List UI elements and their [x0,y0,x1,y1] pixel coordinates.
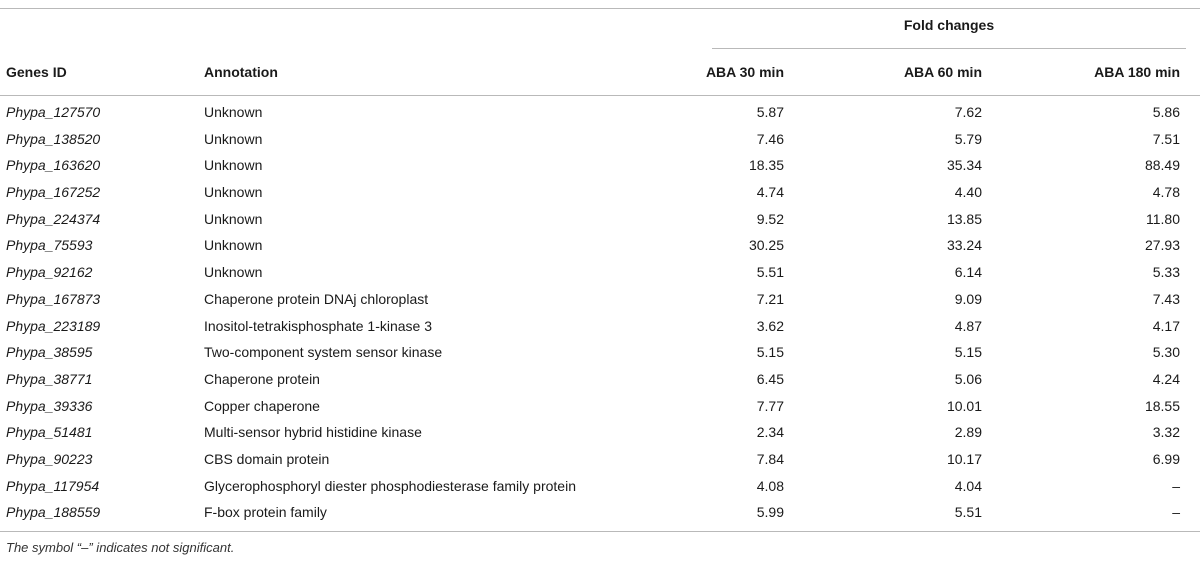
gene-id-cell: Phypa_38595 [6,344,93,361]
annotation-cell: Multi-sensor hybrid histidine kinase [204,424,422,441]
gene-id-cell: Phypa_51481 [6,424,93,441]
aba-30-cell: 18.35 [748,157,784,174]
gene-id-cell: Phypa_127570 [6,104,101,120]
annotation-cell: Chaperone protein [204,370,320,387]
aba-60-cell: 4.87 [954,317,982,334]
aba-180-cell: 88.49 [1144,157,1180,174]
table-row [0,474,1200,501]
aba-30-cell: 30.25 [748,237,784,254]
aba-30-cell: 7.84 [756,450,784,467]
annotation-cell: Two-component system sensor kinase [204,344,443,361]
gene-id-cell: Phypa_117954 [6,477,100,494]
aba-30-cell: 4.08 [756,477,784,494]
aba-60-cell: 5.06 [954,370,982,387]
group-header-rule [712,48,1186,49]
table-row [0,340,1200,367]
aba-180-cell: 3.32 [1152,424,1180,441]
table-row [0,420,1200,447]
table-top-rule [0,8,1200,9]
table-row [0,367,1200,394]
column-header-aba-180: ABA 180 min [1094,64,1180,80]
gene-id-cell: Phypa_223189 [6,317,101,334]
aba-60-cell: 5.15 [954,344,982,361]
gene-id-cell: Phypa_75593 [6,237,93,254]
table-row [0,207,1200,234]
aba-60-cell: 5.79 [954,130,982,147]
aba-180-cell: 27.93 [1144,237,1180,254]
aba-60-cell: 2.89 [954,424,982,441]
aba-60-cell: 4.04 [954,477,982,494]
aba-30-cell: 6.45 [756,370,784,387]
annotation-cell: Copper chaperone [204,397,320,414]
group-header-fold-changes: Fold changes [903,17,995,33]
table-body [0,100,1200,527]
aba-30-cell: 5.87 [756,104,784,120]
aba-60-cell: 10.17 [946,450,982,467]
annotation-cell: F-box protein family [204,504,327,521]
gene-id-cell: Phypa_224374 [6,210,101,227]
header-rule [0,95,1200,96]
annotation-cell: CBS domain protein [204,450,330,467]
aba-60-cell: 7.62 [954,104,982,120]
table-row [0,180,1200,207]
table-row [0,447,1200,474]
aba-180-cell: 5.30 [1152,344,1180,361]
aba-180-cell: 7.43 [1152,290,1180,307]
aba-30-cell: 2.34 [756,424,784,441]
column-header-aba-30: ABA 30 min [705,64,784,80]
column-header-annotation: Annotation [204,64,278,80]
gene-id-cell: Phypa_38771 [6,370,93,387]
table-row [0,127,1200,154]
gene-id-cell: Phypa_167873 [6,290,101,307]
annotation-cell: Unknown [204,264,263,281]
table-row [0,100,1200,127]
aba-60-cell: 35.34 [946,157,982,174]
gene-id-cell: Phypa_167252 [6,184,101,201]
annotation-cell: Unknown [204,237,263,254]
annotation-cell: Unknown [204,130,263,147]
table-row [0,314,1200,341]
aba-60-cell: 10.01 [946,397,982,414]
table-row [0,260,1200,287]
aba-180-cell: 18.55 [1144,397,1180,414]
aba-180-cell: 4.17 [1152,317,1180,334]
table-row [0,394,1200,421]
aba-60-cell: 9.09 [954,290,982,307]
aba-30-cell: 3.62 [756,317,784,334]
annotation-cell: Unknown [204,157,263,174]
annotation-cell: Inositol-tetrakisphosphate 1-kinase 3 [204,317,433,334]
table-footnote: The symbol “–” indicates not significant. [6,540,235,555]
aba-30-cell: 7.77 [756,397,784,414]
table-row [0,233,1200,260]
aba-180-cell: 4.78 [1152,184,1180,201]
gene-id-cell: Phypa_163620 [6,157,101,174]
aba-30-cell: 5.51 [756,264,784,281]
annotation-cell: Glycerophosphoryl diester phosphodiesterase family protein [204,477,576,494]
annotation-cell: Unknown [204,210,263,227]
gene-id-cell: Phypa_90223 [6,450,93,467]
column-header-aba-60: ABA 60 min [903,64,982,80]
aba-30-cell: 4.74 [756,184,784,201]
aba-60-cell: 5.51 [954,504,982,521]
annotation-cell: Chaperone protein DNAj chloroplast [204,290,429,307]
aba-180-cell: 5.86 [1152,104,1180,120]
aba-30-cell: 5.99 [756,504,784,521]
aba-60-cell: 4.40 [954,184,982,201]
table-bottom-rule [0,531,1200,532]
aba-60-cell: 6.14 [954,264,982,281]
aba-30-cell: 7.46 [756,130,784,147]
aba-180-cell: – [1172,504,1180,521]
table-row [0,153,1200,180]
table-row [0,287,1200,314]
aba-60-cell: 13.85 [946,210,982,227]
aba-180-cell: 7.51 [1152,130,1180,147]
annotation-cell: Unknown [204,184,263,201]
gene-id-cell: Phypa_39336 [6,397,93,414]
gene-id-cell: Phypa_138520 [6,130,101,147]
aba-60-cell: 33.24 [946,237,982,254]
column-header-gene-id: Genes ID [6,64,67,80]
gene-id-cell: Phypa_188559 [6,504,101,521]
aba-180-cell: 4.24 [1152,370,1180,387]
table-row [0,500,1200,527]
aba-30-cell: 7.21 [756,290,784,307]
aba-30-cell: 5.15 [756,344,784,361]
aba-30-cell: 9.52 [756,210,784,227]
annotation-cell: Unknown [204,104,263,120]
gene-id-cell: Phypa_92162 [6,264,93,281]
aba-180-cell: 6.99 [1152,450,1180,467]
aba-180-cell: – [1172,477,1180,494]
aba-180-cell: 11.80 [1146,210,1180,227]
aba-180-cell: 5.33 [1152,264,1180,281]
